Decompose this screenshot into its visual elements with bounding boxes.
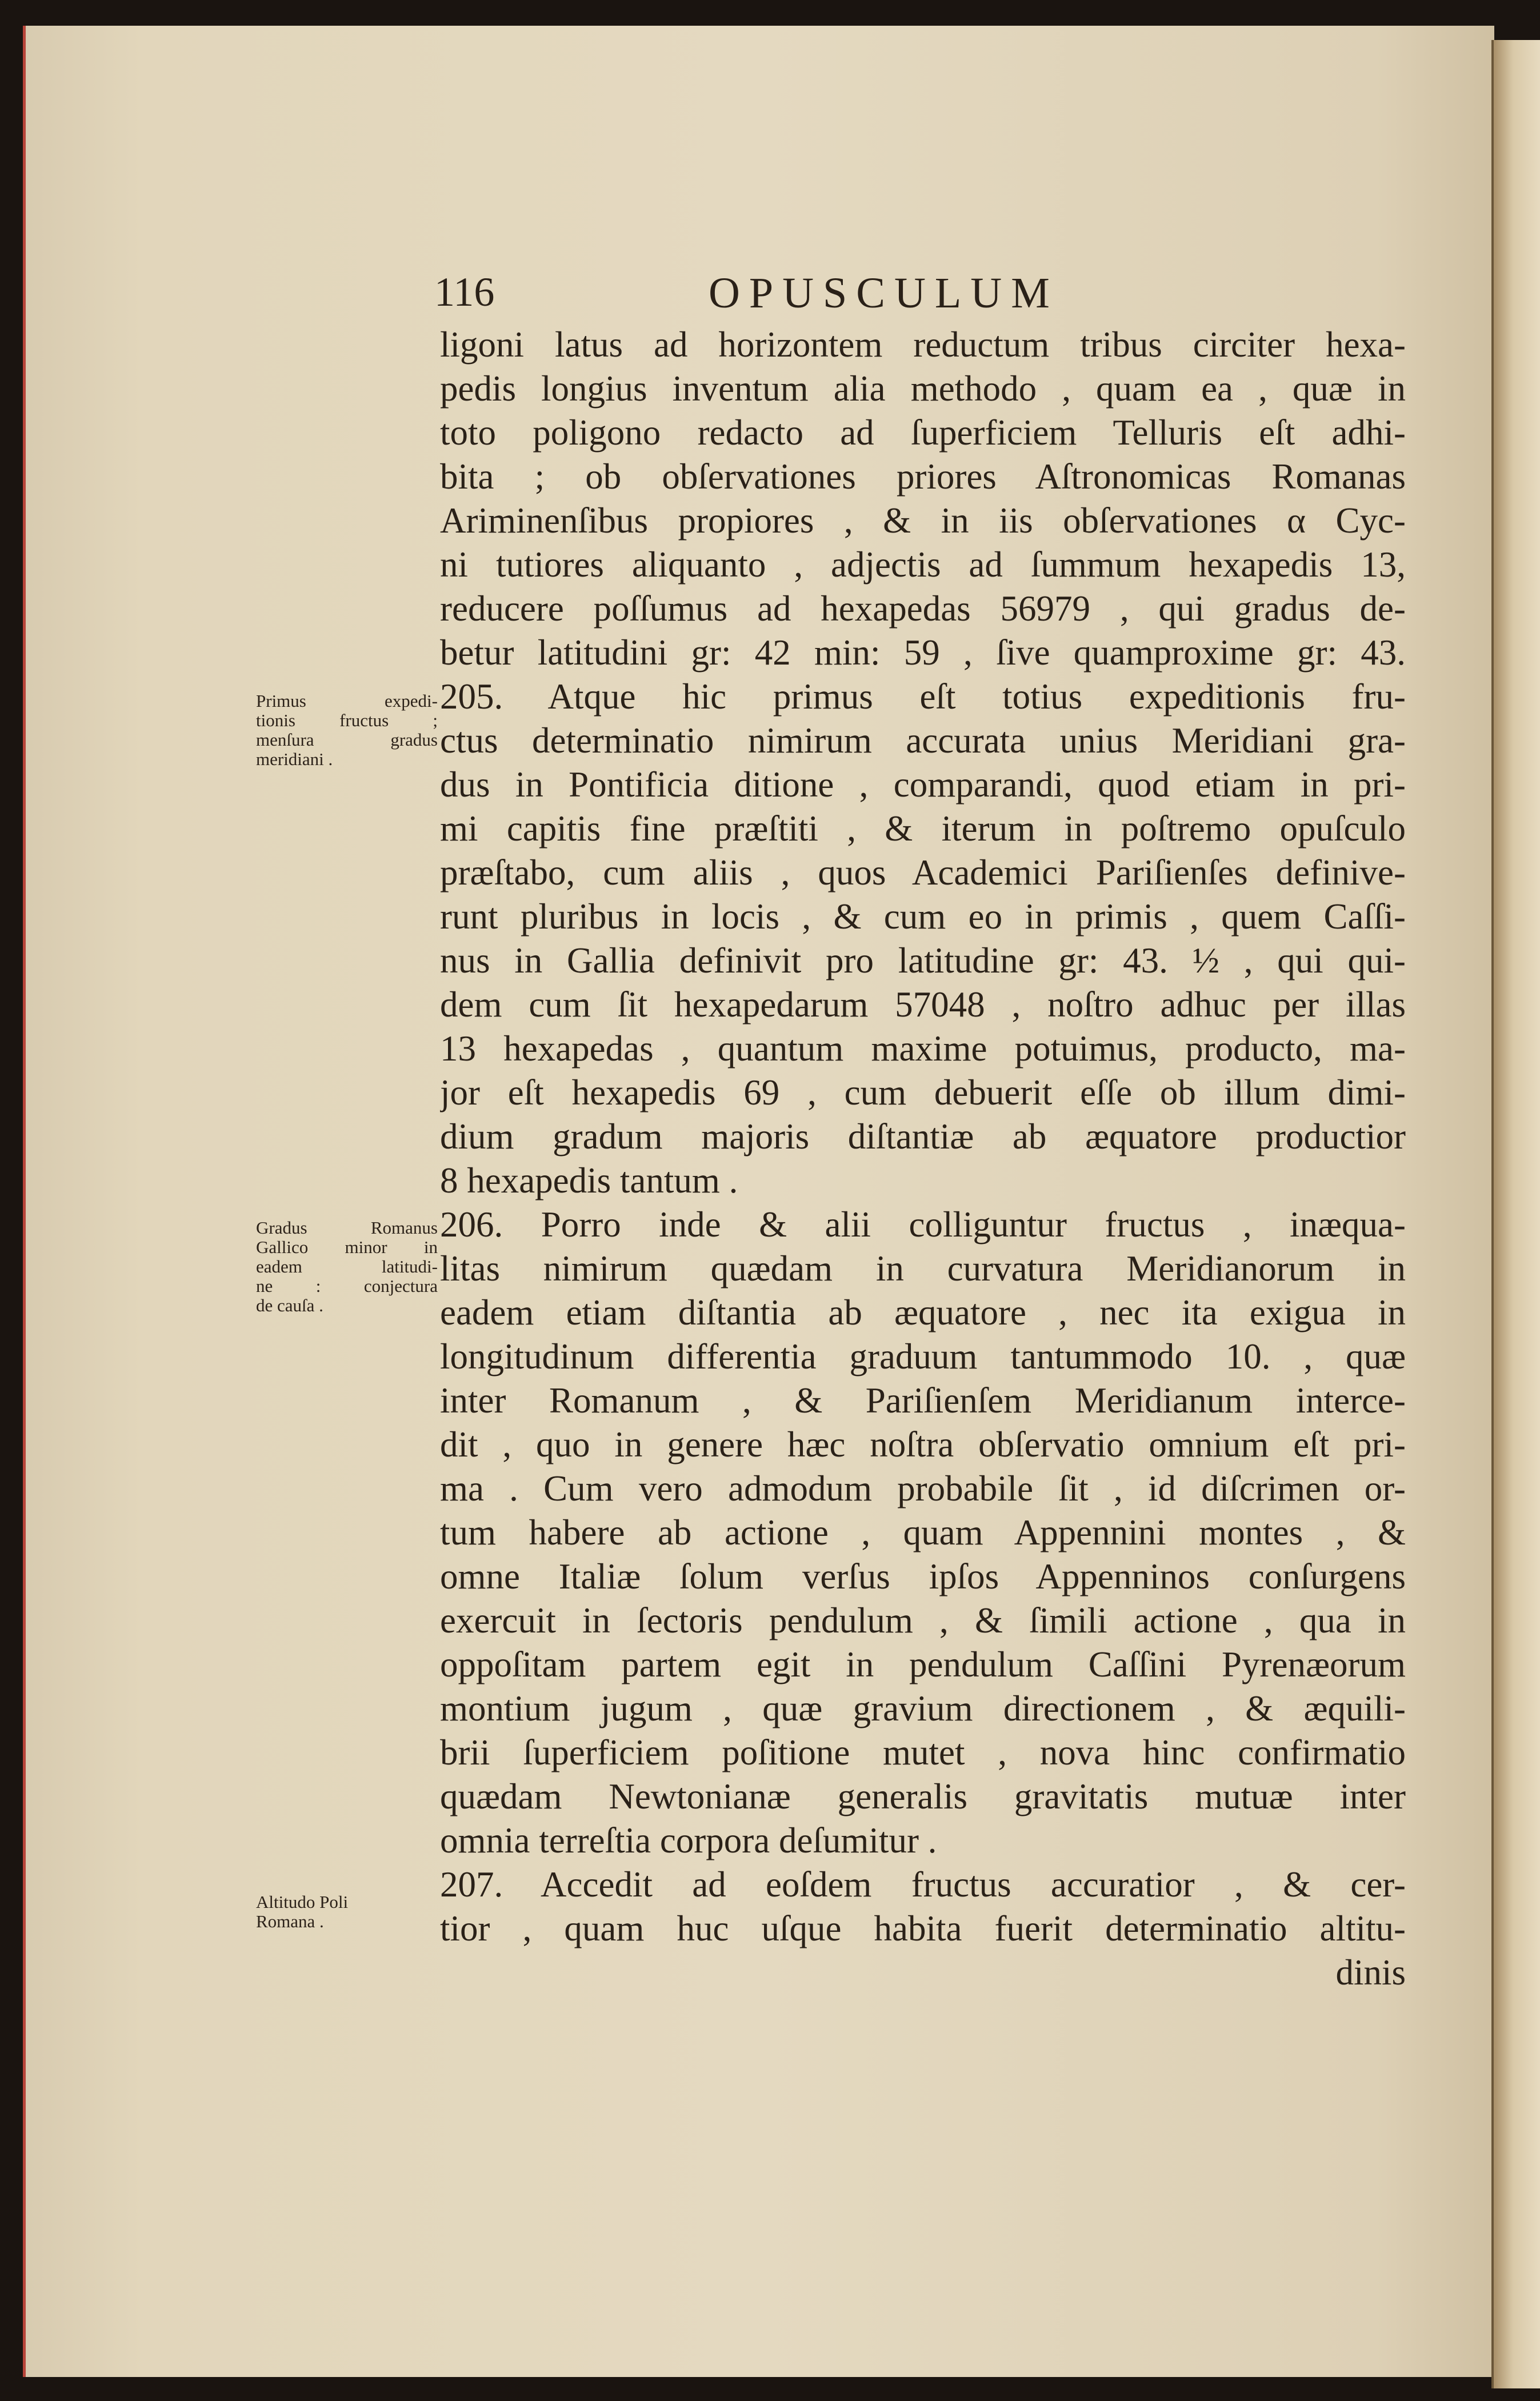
text-line: jor eſt hexapedis 69 , cum debuerit eſſe ob illum dimi- [440,1073,1406,1113]
note-line: Gradus Romanus [256,1218,438,1238]
text-line: 8 hexapedis tantum . [440,1161,738,1200]
text-line: Ariminenſibus propiores , & in iis obſervationes α Cyc- [440,501,1406,541]
adjacent-page-edge [1491,40,1540,2388]
text-line: mi capitis fine præſtiti , & iterum in poſtremo opuſculo [440,809,1406,849]
note-line: de cauſa . [256,1296,323,1315]
text-line: ligoni latus ad horizontem reductum tribus circiter hexa- [440,325,1406,365]
note-line: eadem latitudi- [256,1257,438,1276]
text-line: montium jugum , quæ gravium directionem , & æquili- [440,1688,1406,1728]
note-line: Gallico minor in [256,1238,438,1257]
text-line: exercuit in ſectoris pendulum , & ſimili actione , qua in [440,1600,1406,1640]
page-header [434,269,1406,323]
text-line: ni tutiores aliquanto , adjectis ad ſummum hexapedis 13, [440,545,1406,585]
note-line: Romana . [256,1912,324,1931]
paragraph-start: 205. Atque hic primus eſt totius expeditionis fru- [440,677,1406,717]
text-line: litas nimirum quædam in curvatura Meridianorum in [440,1248,1406,1288]
text-line: ctus determinatio nimirum accurata unius Meridiani gra- [440,721,1406,761]
text-line: dium gradum majoris diſtantiæ ab æquatore productior [440,1117,1406,1157]
text-line: tum habere ab actione , quam Appennini montes , & [440,1512,1406,1552]
text-line: inter Romanum , & Pariſienſem Meridianum interce- [440,1380,1406,1420]
note-line: ne : conjectura [256,1276,438,1296]
text-line: toto poligono redacto ad ſuperficiem Telluris eſt adhi- [440,413,1406,453]
text-line: 13 hexapedas , quantum maxime potuimus, producto, ma- [440,1029,1406,1069]
paragraph-start: 206. Porro inde & alii colliguntur fructus , inæqua- [440,1204,1406,1244]
text-line: quædam Newtonianæ generalis gravitatis mutuæ inter [440,1776,1406,1816]
text-line: oppoſitam partem egit in pendulum Caſſini Pyrenæorum [440,1644,1406,1684]
note-line: Primus expedi- [256,691,438,711]
text-line: brii ſuperficiem poſitione mutet , nova hinc confirmatio [440,1732,1406,1772]
text-line: dit , quo in genere hæc noſtra obſervatio omnium eſt pri- [440,1424,1406,1464]
text-line: præſtabo, cum aliis , quos Academici Pariſienſes definive- [440,853,1406,893]
text-line: ma . Cum vero admodum probabile ſit , id diſcrimen or- [440,1468,1406,1508]
running-title: OPUSCULUM [709,269,1059,317]
text-line: runt pluribus in locis , & cum eo in primis , quem Caſſi- [440,897,1406,937]
text-line: eadem etiam diſtantia ab æquatore , nec ita exigua in [440,1292,1406,1332]
text-line: omne Italiæ ſolum verſus ipſos Appenninos conſurgens [440,1556,1406,1596]
catchword: dinis [1335,1952,1406,1992]
text-line: tior , quam huc uſque habita fuerit determinatio altitu- [440,1908,1406,1948]
note-line: tionis fructus ; [256,711,438,730]
text-line: betur latitudini gr: 42 min: 59 , ſive quamproxime gr: 43. [440,633,1406,673]
text-line: nus in Gallia definivit pro latitudine gr: 43. ½ , qui qui- [440,941,1406,981]
text-line: longitudinum differentia graduum tantummodo 10. , quæ [440,1336,1406,1376]
text-line: pedis longius inventum alia methodo , quam ea , quæ in [440,369,1406,409]
text-line: dem cum ſit hexapedarum 57048 , noſtro adhuc per illas [440,985,1406,1025]
paragraph-start: 207. Accedit ad eoſdem fructus accuratior , & cer- [440,1864,1406,1904]
text-line: bita ; ob obſervationes priores Aſtronomicas Romanas [440,457,1406,497]
text-line: omnia terreſtia corpora deſumitur . [440,1820,937,1860]
text-line: dus in Pontificia ditione , comparandi, quod etiam in pri- [440,765,1406,805]
note-line: Altitudo Poli [256,1892,349,1912]
page-number: 116 [434,269,495,315]
text-line: reducere poſſumus ad hexapedas 56979 , qui gradus de- [440,589,1406,629]
note-line: menſura gradus [256,730,438,750]
note-line: meridiani . [256,750,333,769]
